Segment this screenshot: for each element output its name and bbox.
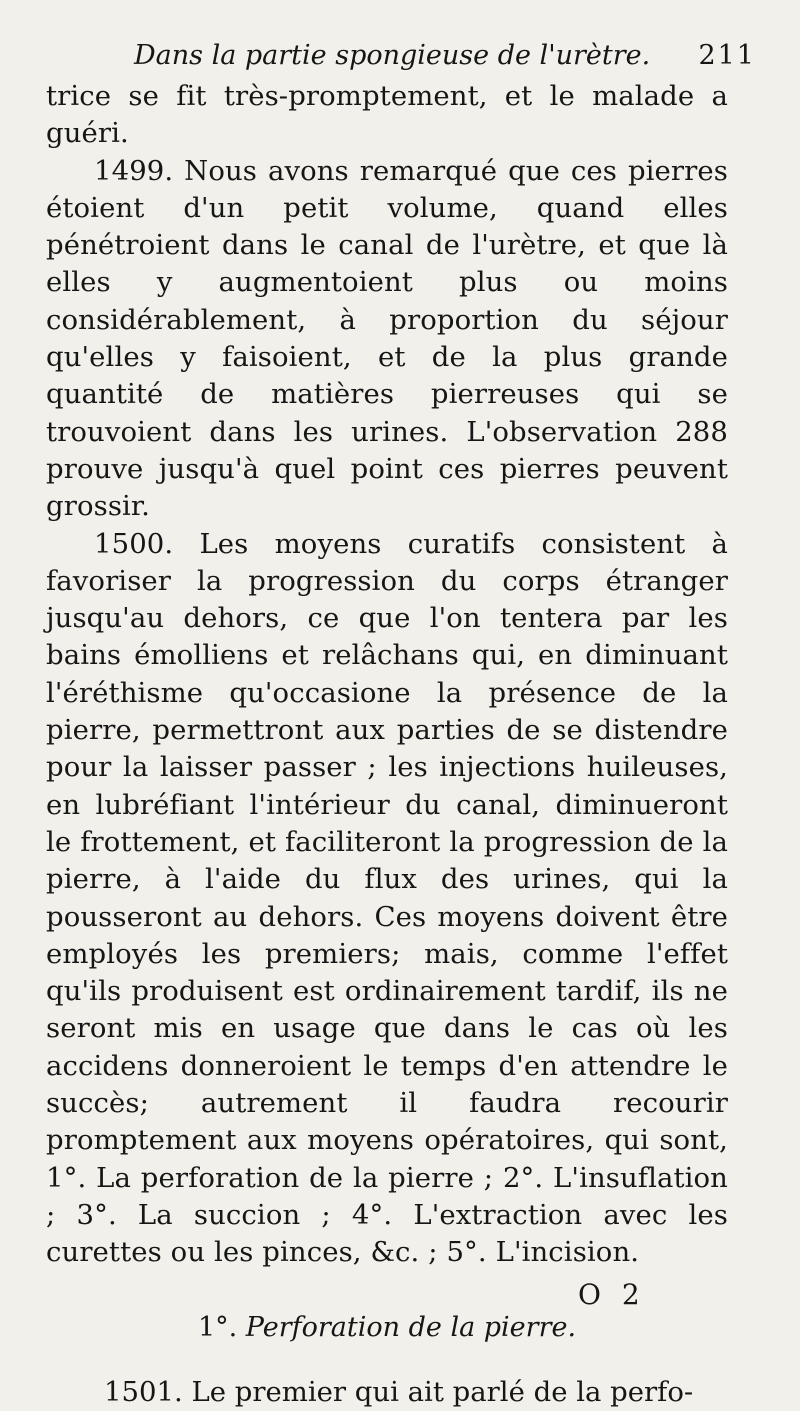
section-heading bbox=[46, 1308, 728, 1348]
body-text bbox=[46, 78, 728, 1272]
page-number: 211 bbox=[698, 40, 756, 71]
section-title: Perforation de la pierre. bbox=[245, 1311, 577, 1343]
signature-mark: O 2 bbox=[578, 1278, 646, 1311]
paragraph-continuation: trice se fit très-promptement, et le malade a guéri. bbox=[46, 80, 728, 150]
running-head bbox=[46, 34, 756, 78]
paragraph-1501: 1501. Le premier qui ait parlé de la perfo- bbox=[104, 1375, 694, 1408]
paragraph-1500: 1500. Les moyens curatifs consistent à favoriser la progression du corps étranger jusqu'au dehors, ce que l'on tentera par les bains émolliens et relâchans qui, en diminuant l'éréthisme qu'occasione la présence de la pierre, permettront aux parties de se distendre pour la laisser passer ; les injections huileuses, en lubréfiant l'intérieur du canal, diminueront le frottement, et faciliteront la progression de la pierre, à l'aide du flux des urines, qui la pousseront au dehors. Ces moyens doivent être employés les premiers; mais, comme l'effet qu'ils produisent est ordinairement tardif, ils ne seront mis en usage que dans le cas où les accidens donneroient le temps d'en attendre le succès; autrement il faudra recourir promptement aux moyens opératoires, qui sont, 1°. La perforation de la pierre ; 2°. L'insuflation ; 3°. La succion ; 4°. L'extraction avec les curettes ou les pinces, &c. ; 5°. L'incision. bbox=[46, 527, 728, 1269]
section-number: 1°. bbox=[197, 1311, 238, 1343]
running-title: Dans la partie spongieuse de l'urètre. bbox=[134, 40, 651, 71]
paragraph-1499: 1499. Nous avons remarqué que ces pierres étoient d'un petit volume, quand elles pénétroient dans le canal de l'urètre, et que là elles y augmentoient plus ou moins considérablement, à proportion du séjour qu'elles y faisoient, et de la plus grande quantité de matières pierreuses qui se trouvoient dans les urines. L'observation 288 prouve jusqu'à quel point ces pierres peuvent grossir. bbox=[46, 154, 728, 523]
